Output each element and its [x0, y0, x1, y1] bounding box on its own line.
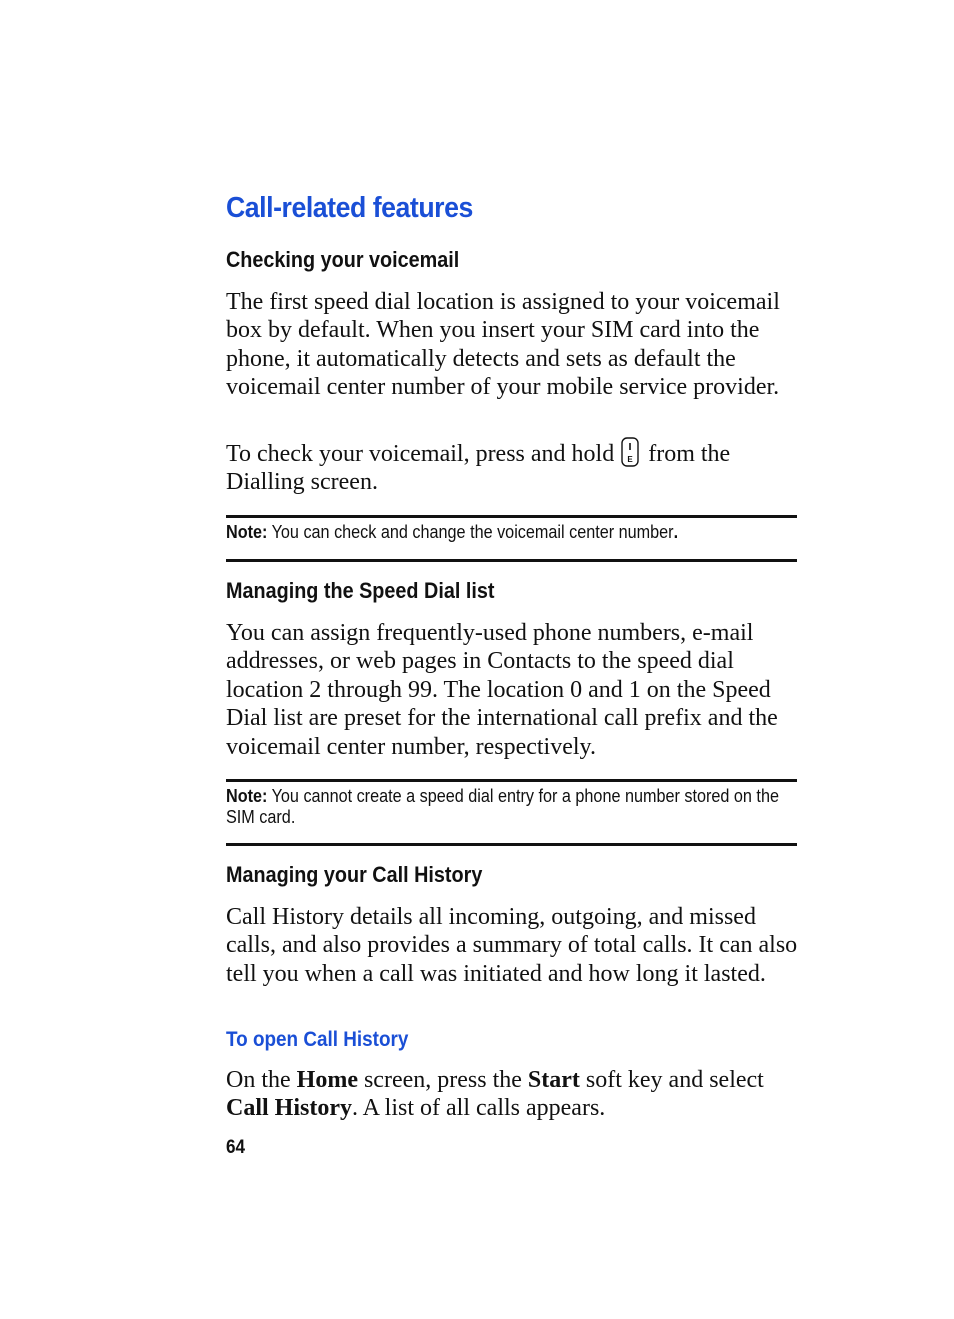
voicemail-instruction-end: from the Dialling screen. — [226, 441, 731, 496]
note-label: Note: — [226, 522, 268, 542]
page-number: 64 — [226, 1137, 246, 1158]
voicemail-paragraph: The first speed dial location is assigned to your voicemail box by default. When you insert your SIM card into the phone, it automatically detects and sets as default the voicemail center number of your mobile service provider. — [226, 289, 780, 401]
instruction-text: On the — [226, 1067, 297, 1093]
note-rule-bottom — [226, 843, 797, 846]
open-call-history-subheading: To open Call History — [226, 1028, 409, 1051]
voicemail-note — [226, 522, 798, 543]
instruction-text: screen, press the — [357, 1067, 528, 1093]
note-label: Note: — [226, 786, 268, 806]
instruction-text: . A list of all calls appears. — [352, 1095, 606, 1122]
start-label: Start — [527, 1067, 580, 1093]
note-rule-top — [226, 515, 797, 518]
speed-dial-paragraph: You can assign frequently-used phone numbers, e-mail addresses, or web pages in Contacts to the speed dial location 2 through 99. The location 0 and 1 on the Speed Dial list are preset for the international call prefix and the voicemail center number, respectively. — [226, 620, 778, 760]
note-text: You can check and change the voicemail center number — [267, 522, 674, 542]
note-period: . — [673, 522, 679, 542]
speed-dial-heading: Managing the Speed Dial list — [226, 578, 495, 603]
one-key-icon — [620, 437, 640, 467]
voicemail-instruction — [226, 437, 798, 497]
call-history-paragraph: Call History details all incoming, outgoing, and missed calls, and also provides a summary of total calls. It can also tell you when a call was initiated and how long it lasted. — [226, 904, 798, 987]
svg-text:E: E — [627, 455, 633, 464]
home-label: Home — [296, 1067, 358, 1093]
speed-dial-note — [226, 786, 798, 828]
call-history-label: Call History — [226, 1095, 352, 1122]
voicemail-heading: Checking your voicemail — [226, 247, 460, 272]
call-history-heading: Managing your Call History — [226, 862, 483, 887]
note-rule-bottom — [226, 559, 797, 562]
note-rule-top — [226, 779, 797, 782]
open-call-history-instruction — [226, 1066, 798, 1123]
voicemail-instruction-start: To check your voicemail, press and hold — [226, 441, 615, 467]
instruction-text: soft key and select — [579, 1067, 764, 1093]
note-text: You cannot create a speed dial entry for a phone number stored on the SIM card. — [226, 786, 779, 827]
section-title: Call-related features — [226, 192, 473, 224]
